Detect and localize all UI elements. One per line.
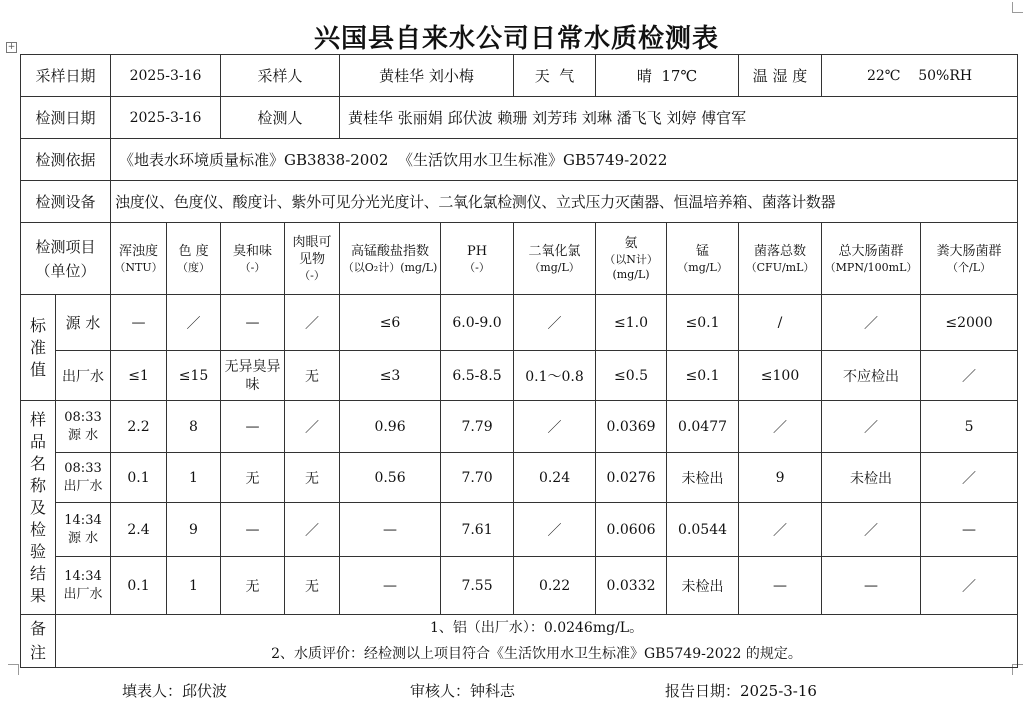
remarks-content [56,615,1018,668]
sample-value: 7.70 [441,453,514,503]
standard-value: ≤1 [111,351,167,401]
standard-value: ≤1.0 [596,295,667,351]
standard-value: ／ [167,295,221,351]
col-header-name: 菌落总数 [754,243,807,259]
col-header-unit: （-） [299,269,325,282]
sample-value: 5 [921,401,1018,453]
page-corner-mark [8,664,19,675]
sample-value: 7.55 [441,557,514,615]
water-quality-table [20,54,1018,668]
table-anchor-icon[interactable]: + [7,42,16,52]
sample-row-label [56,453,111,503]
equipment-label: 检测设备 [21,181,111,223]
sampler-value: 黄桂华 刘小梅 [340,55,514,97]
col-header-unit: （MPN/100mL） [824,260,918,274]
sample-value: ／ [739,503,822,557]
sample-value: 7.79 [441,401,514,453]
sample-value: 0.0544 [667,503,739,557]
col-header-name: 锰 [696,243,710,259]
items-header-label-line2: （单位） [35,261,96,280]
sample-value: 0.0606 [596,503,667,557]
sample-value: — [921,503,1018,557]
col-header [285,223,340,295]
test-date-value: 2025-3-16 [111,97,221,139]
sample-value: ／ [921,453,1018,503]
sample-value: 9 [739,453,822,503]
samples-group-label: 样 品 名 称 及 检 验 结 果 [21,401,56,615]
testers-value: 黄桂华 张丽娟 邱伏波 赖珊 刘芳玮 刘琳 潘飞飞 刘婷 傅官军 [340,97,1018,139]
sample-value: 2.4 [111,503,167,557]
col-header-unit: （度） [177,260,211,274]
col-header-unit: （个/L） [947,260,992,274]
col-header-name: 高锰酸盐指数 [351,243,430,259]
sample-value: 未检出 [822,453,921,503]
sample-row-label [56,401,111,453]
col-header [167,223,221,295]
sample-value: — [340,503,441,557]
col-header-name: PH [466,243,488,259]
reviewer-name: 钟科志 [470,682,516,700]
col-header-name: 臭和味 [233,243,273,259]
sample-value: 1 [167,557,221,615]
sample-value: 2.2 [111,401,167,453]
standard-value: 6.0-9.0 [441,295,514,351]
col-header-name: 粪大肠菌群 [936,243,1002,259]
test-date-label: 检测日期 [21,97,111,139]
sample-value: 7.61 [441,503,514,557]
page-title: 兴国县自来水公司日常水质检测表 [313,24,719,54]
standard-row-label: 出厂水 [56,351,111,401]
col-header-name: 浑浊度 [119,243,159,259]
col-header [111,223,167,295]
reviewer-label: 审核人： [410,682,471,700]
sample-value: 0.0276 [596,453,667,503]
col-header-unit: （CFU/mL） [745,260,815,274]
col-header [596,223,667,295]
sample-value: — [221,401,285,453]
col-header-name: 氨 [624,236,638,251]
standard-value: — [111,295,167,351]
tester-label: 检测人 [221,97,340,139]
weather-label: 天 气 [514,55,596,97]
col-header [514,223,596,295]
equipment-row [21,181,1018,223]
remarks-label: 备 注 [21,615,56,668]
report-date-label: 报告日期： [665,682,741,700]
items-header-label-line1: 检测项目 [35,237,96,256]
standard-value: ／ [822,295,921,351]
sample-value: 0.0332 [596,557,667,615]
filler-label: 填表人： [122,682,183,700]
sample-value: — [739,557,822,615]
standard-row-source [21,295,1018,351]
sample-value: 0.96 [340,401,441,453]
sample-value: — [221,503,285,557]
sample-type: 源 水 [67,427,99,443]
sample-value: 0.1 [111,453,167,503]
sample-row-label [56,557,111,615]
sample-value: 0.0369 [596,401,667,453]
sample-value: 无 [285,453,340,503]
equipment-value: 浊度仪、色度仪、酸度计、紫外可见分光光度计、二氧化氯检测仪、立式压力灭菌器、恒温培养箱、菌落计数器 [111,181,1018,223]
standard-value: ≤15 [167,351,221,401]
filler-name: 邱伏波 [182,682,228,700]
sample-value: — [822,557,921,615]
standard-value: ／ [514,295,596,351]
sample-value: 无 [285,557,340,615]
sample-row-label [56,503,111,557]
standard-value: 无异臭异味 [221,351,285,401]
remark-line: 2、水质评价：经检测以上项目符合《生活饮用水卫生标准》GB5749-2022 的规定。 [271,646,802,662]
reviewer-signature [410,680,515,701]
standard-group-label: 标 准 值 [21,295,56,401]
sample-value: ／ [514,401,596,453]
sample-value: ／ [921,557,1018,615]
filler-signature [122,680,227,701]
col-header-name: 肉眼可见物 [292,235,332,267]
col-header-unit: （-） [464,260,490,274]
sample-type: 出厂水 [63,586,103,602]
sample-time: 08:33 [64,460,102,476]
col-header-unit: （-） [239,260,266,274]
standard-value: 6.5-8.5 [441,351,514,401]
standard-value: ≤6 [340,295,441,351]
col-header-unit: （以N计）(mg/L) [604,253,658,281]
basis-value: 《地表水环境质量标准》GB3838-2002 《生活饮用水卫生标准》GB5749-2022 [111,139,1018,181]
standard-value: — [221,295,285,351]
standard-value: ≤2000 [921,295,1018,351]
sample-value: ／ [822,503,921,557]
standard-value: ≤0.1 [667,295,739,351]
items-header-row [21,223,1018,295]
sample-value: ／ [285,503,340,557]
sample-date-value: 2025-3-16 [111,55,221,97]
sample-value: 无 [221,453,285,503]
col-header [340,223,441,295]
items-header-label [21,223,111,295]
sample-value: 1 [167,453,221,503]
col-header [921,223,1018,295]
col-header [667,223,739,295]
standard-value: ≤0.5 [596,351,667,401]
col-header [441,223,514,295]
sample-type: 出厂水 [63,478,103,494]
standard-value: / [739,295,822,351]
basis-row [21,139,1018,181]
page-corner-mark [1012,2,1023,13]
standard-value: 无 [285,351,340,401]
sample-value: 无 [221,557,285,615]
col-header-unit: （NTU） [114,260,163,274]
sample-value: 0.56 [340,453,441,503]
sample-row [21,557,1018,615]
report-date-value: 2025-3-16 [740,682,817,700]
sample-time: 14:34 [64,568,102,584]
remark-line: 1、铝（出厂水）：0.0246mg/L。 [429,620,644,636]
remarks-row [21,615,1018,668]
sample-value: ／ [739,401,822,453]
col-header-name: 色 度 [178,243,209,259]
standard-value: ≤0.1 [667,351,739,401]
sampler-label: 采样人 [221,55,340,97]
sample-row [21,453,1018,503]
standard-value: ／ [285,295,340,351]
weather-value: 晴 17℃ [596,55,739,97]
standard-row-label: 源 水 [56,295,111,351]
standard-value: ≤3 [340,351,441,401]
col-header [221,223,285,295]
sample-value: ／ [822,401,921,453]
col-header [739,223,822,295]
col-header-unit: （mg/L） [677,260,728,274]
sample-type: 源 水 [67,530,99,546]
sample-value: — [340,557,441,615]
col-header-name: 总大肠菌群 [838,243,904,259]
sample-value: 0.24 [514,453,596,503]
sample-value: 未检出 [667,557,739,615]
sampling-info-row [21,55,1018,97]
standard-row-output [21,351,1018,401]
standard-value: ／ [921,351,1018,401]
sample-value: 未检出 [667,453,739,503]
sample-value: ／ [514,503,596,557]
standard-value: 0.1～0.8 [514,351,596,401]
basis-label: 检测依据 [21,139,111,181]
sample-value: 0.22 [514,557,596,615]
standard-value: ≤100 [739,351,822,401]
col-header-unit: （以O₂计）(mg/L) [342,260,438,274]
sample-value: 0.0477 [667,401,739,453]
standard-value: 不应检出 [822,351,921,401]
temp-humidity-label: 温 湿 度 [739,55,822,97]
sample-row [21,503,1018,557]
report-date [665,680,817,701]
sample-time: 08:33 [64,409,102,425]
testing-info-row [21,97,1018,139]
sample-value: 0.1 [111,557,167,615]
temp-humidity-value: 22℃ 50%RH [822,55,1018,97]
col-header [822,223,921,295]
col-header-unit: （mg/L） [529,260,580,274]
sample-value: 9 [167,503,221,557]
col-header-name: 二氧化氯 [528,243,581,259]
sample-time: 14:34 [64,512,102,528]
sample-row [21,401,1018,453]
sample-value: ／ [285,401,340,453]
sample-value: 8 [167,401,221,453]
sample-date-label: 采样日期 [21,55,111,97]
